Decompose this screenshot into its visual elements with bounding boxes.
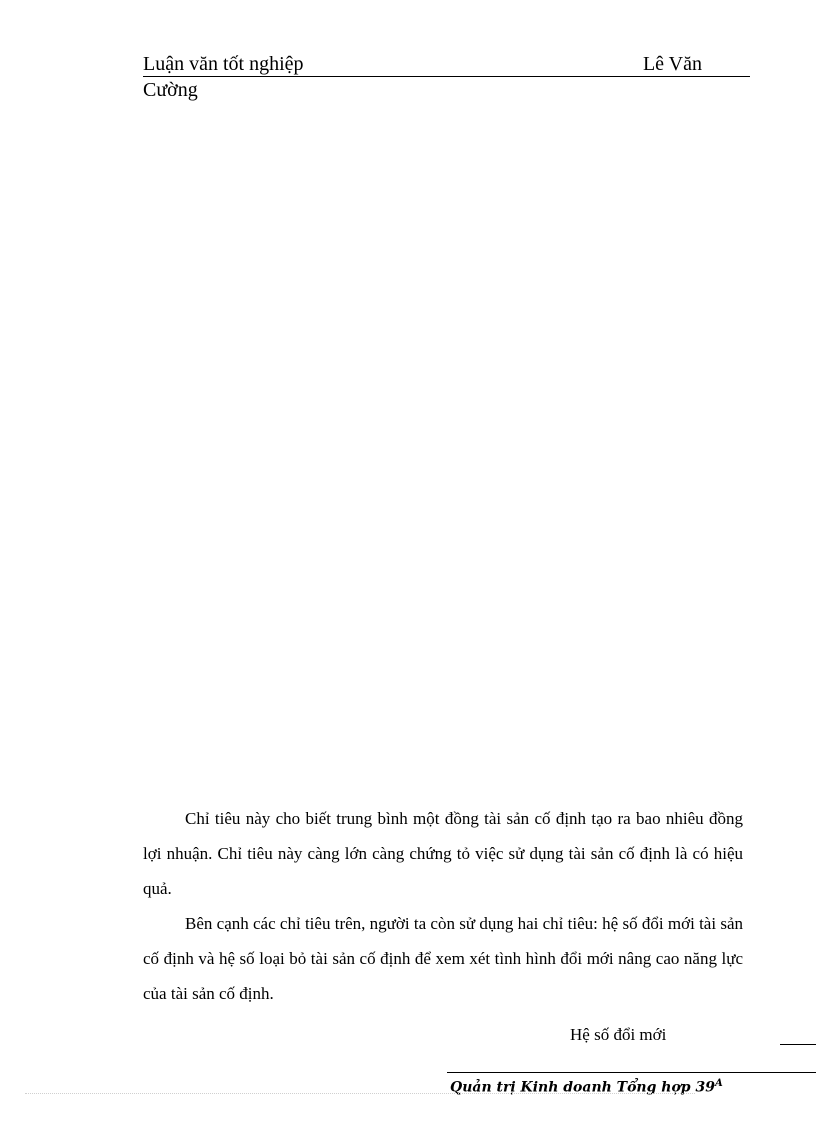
footer-divider xyxy=(447,1072,816,1073)
footer-superscript: A xyxy=(714,1078,723,1089)
paragraph: Chỉ tiêu này cho biết trung bình một đồng tài sản cố định tạo ra bao nhiêu đồng lợi nhuận. Chỉ tiêu này càng lớn càng chứng tỏ việc sử dụng tài sản cố định là có hiệu quả. xyxy=(143,809,743,898)
formula-fraction-line xyxy=(780,1044,816,1045)
formula-label: Hệ số đổi mới xyxy=(570,1025,667,1044)
page-header xyxy=(143,52,750,77)
page-bottom-rule xyxy=(25,1093,695,1094)
header-author-continued: Cường xyxy=(143,79,198,101)
footer-text: Quản trị Kinh doanh Tổng hợp 39 xyxy=(450,1079,715,1096)
body-text xyxy=(143,801,743,1011)
header-author: Lê Văn xyxy=(642,53,702,75)
paragraph: Bên cạnh các chỉ tiêu trên, người ta còn sử dụng hai chỉ tiêu: hệ số đổi mới tài sản cố định và hệ số loại bỏ tài sản cố định để xem xét tình hình đổi mới nâng cao năng lực của tài sản cố định. xyxy=(143,914,743,1003)
header-title: Luận văn tốt nghiệp xyxy=(143,53,304,75)
